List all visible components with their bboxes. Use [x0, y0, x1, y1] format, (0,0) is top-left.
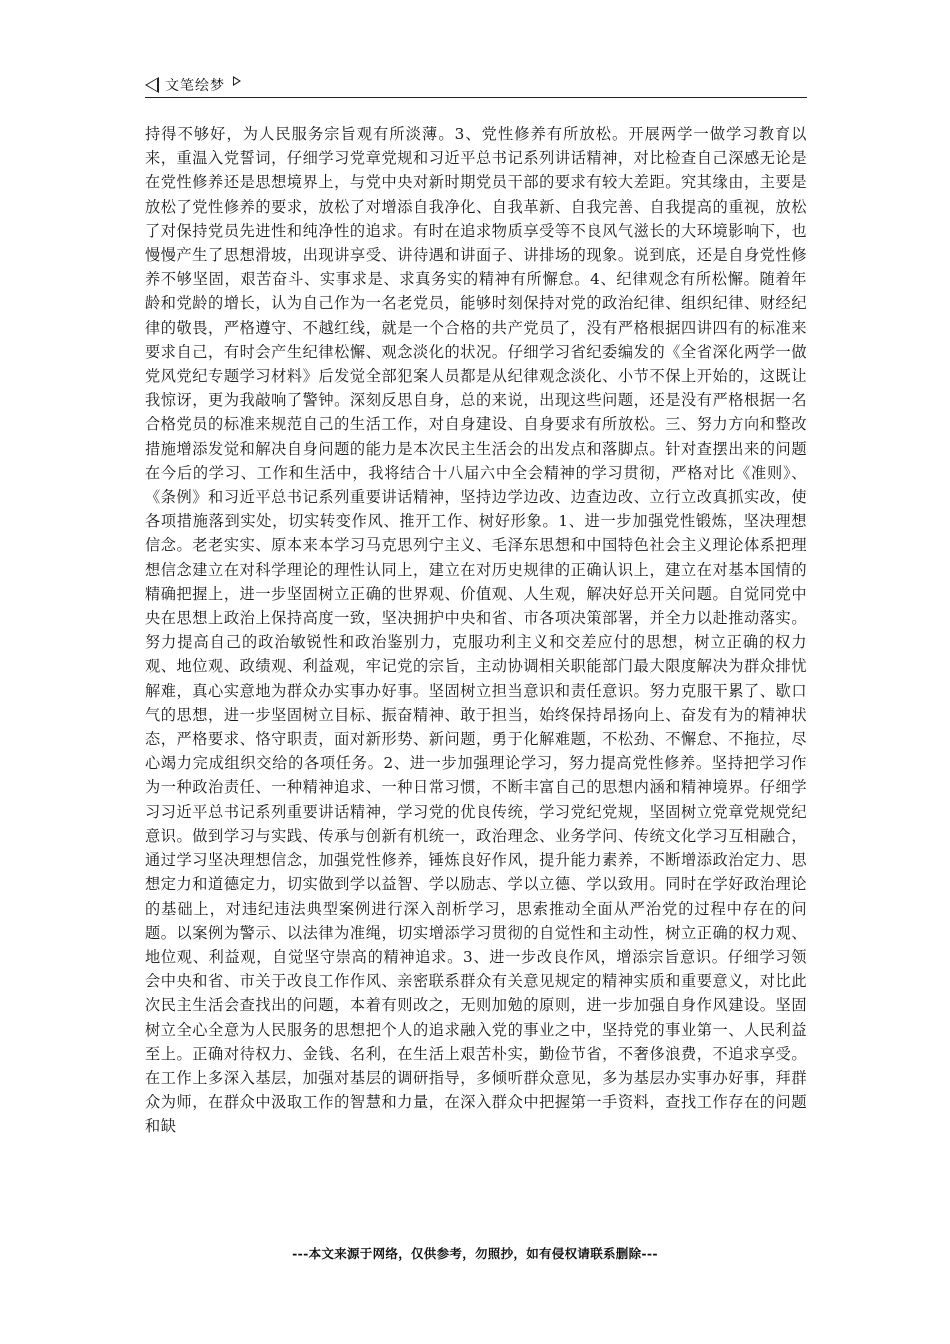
header-divider — [145, 97, 807, 98]
triangle-left-icon — [145, 77, 159, 93]
page-header — [145, 72, 807, 98]
document-body: 持得不够好，为人民服务宗旨观有所淡薄。3、党性修养有所放松。开展两学一做学习教育以来，重温入党誓词，仔细学习党章党规和习近平总书记系列讲话精神，对比检查自己深感无论是在党性修养还是思想境界上，与党中央对新时期党员干部的要求有较大差距。究其缘由，主要是放松了党性修养的要求，放松了对增添自我净化、自我革新、自我完善、自我提高的重视，放松了对保持党员先进性和纯净性的追求。有时在追求物质享受等不良风气滋长的大环境影响下，也慢慢产生了思想滑坡，出现讲享受、讲待遇和讲面子、讲排场的现象。说到底，还是自身党性修养不够坚固，艰苦奋斗、实事求是、求真务实的精神有所懈怠。4、纪律观念有所松懈。随着年龄和党龄的增长，认为自己作为一名老党员，能够时刻保持对党的政治纪律、组织纪律、财经纪律的敬畏，严格遵守、不越红线，就是一个合格的共产党员了，没有严格根据四讲四有的标准来要求自己，有时会产生纪律松懈、观念淡化的状况。仔细学习省纪委编发的《全省深化两学一做党风党纪专题学习材料》后发觉全部犯案人员都是从纪律观念淡化、小节不保上开始的，这既让我惊讶，更为我敲响了警钟。深刻反思自身，总的来说，出现这些问题，还是没有严格根据一名合格党员的标准来规范自己的生活工作，对自身建设、自身要求有所放松。三、努力方向和整改措施增添发觉和解决自身问题的能力是本次民主生活会的出发点和落脚点。针对查摆出来的问题在今后的学习、工作和生活中，我将结合十八届六中全会精神的学习贯彻，严格对比《准则》、《条例》和习近平总书记系列重要讲话精神，坚持边学边改、边查边改、立行立改真抓实改，使各项措施落到实处，切实转变作风、推开工作、树好形象。1、进一步加强党性锻炼，坚决理想信念。老老实实、原本来本学习马克思列宁主义、毛泽东思想和中国特色社会主义理论体系把理想信念建立在对科学理论的理性认同上，建立在对历史规律的正确认识上，建立在对基本国情的精确把握上，进一步坚固树立正确的世界观、价值观、人生观，解决好总开关问题。自觉同党中央在思想上政治上保持高度一致，坚决拥护中央和省、市各项决策部署，并全力以赴推动落实。努力提高自己的政治敏锐性和政治鉴别力，克服功利主义和交差应付的思想，树立正确的权力观、地位观、政绩观、利益观，牢记党的宗旨，主动协调相关职能部门最大限度解决为群众排忧解难，真心实意地为群众办实事办好事。坚固树立担当意识和责任意识。努力克服干累了、歇口气的思想，进一步坚固树立目标、振奋精神、敢于担当，始终保持昂扬向上、奋发有为的精神状态，严格要求、恪守职责，面对新形势、新问题，勇于化解难题，不松劲、不懈怠、不拖拉，尽心竭力完成组织交给的各项任务。2、进一步加强理论学习，努力提高党性修养。坚持把学习作为一种政治责任、一种精神追求、一种日常习惯，不断丰富自己的思想内涵和精神境界。仔细学习习近平总书记系列重要讲话精神，学习党的优良传统，学习党纪党规，坚固树立党章党规党纪意识。做到学习与实践、传承与创新有机统一，政治理念、业务学问、传统文化学习互相融合，通过学习坚决理想信念，加强党性修养，锤炼良好作风，提升能力素养，不断增添政治定力、思想定力和道德定力，切实做到学以益智、学以励志、学以立德、学以致用。同时在学好政治理论的基础上，对违纪违法典型案例进行深入剖析学习，思索推动全面从严治党的过程中存在的问题。以案例为警示、以法律为准绳，切实增添学习贯彻的自觉性和主动性，树立正确的权力观、地位观、利益观，自觉坚守崇高的精神追求。3、进一步改良作风，增添宗旨意识。仔细学习领会中央和省、市关于改良工作作风、亲密联系群众有关意见规定的精神实质和重要意义，对比此次民主生活会查找出的问题，本着有则改之，无则加勉的原则，进一步加强自身作风建设。坚固树立全心全意为人民服务的思想把个人的追求融入党的事业之中，坚持党的事业第一、人民利益至上。正确对待权力、金钱、名利，在生活上艰苦朴实，勤俭节省，不奢侈浪费，不追求享受。在工作上多深入基层，加强对基层的调研指导，多倾听群众意见，多为基层办实事办好事，拜群众为师，在群众中汲取工作的智慧和力量，在深入群众中把握第一手资料，查找工作存在的问题和缺 — [145, 125, 807, 1136]
triangle-right-icon — [233, 76, 241, 86]
footer-notice: ---本文来源于网络，仅供参考，勿照抄，如有侵权请联系删除--- — [292, 1246, 658, 1261]
brand-title: 文笔绘梦 — [165, 78, 225, 94]
